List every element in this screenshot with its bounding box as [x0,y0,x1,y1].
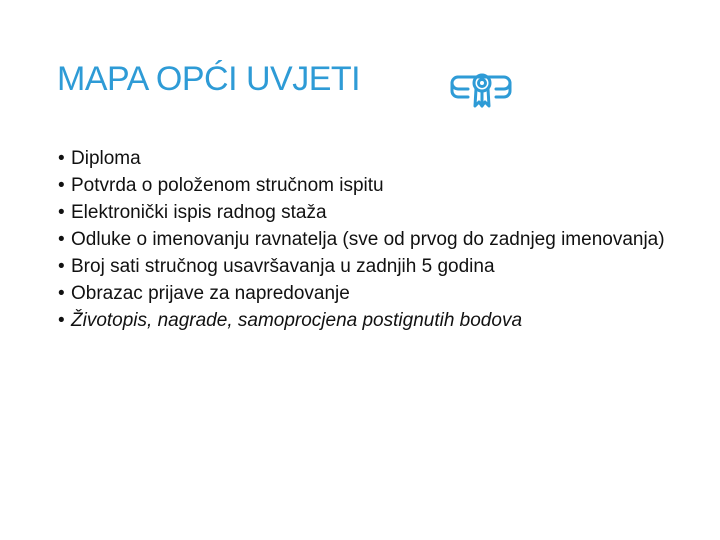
bullet-marker: • [58,310,65,331]
bullet-text: Potvrda o položenom stručnom ispitu [71,175,384,196]
list-item [58,308,678,334]
bullet-text: Elektronički ispis radnog staža [71,202,327,223]
list-item [58,254,678,280]
bullet-text: Obrazac prijave za napredovanje [71,283,350,304]
list-item [58,173,678,199]
list-item [58,146,678,172]
bullet-marker: • [58,229,65,250]
bullet-marker: • [58,202,65,223]
slide-title: MAPA OPĆI UVJETI [57,60,361,98]
bullet-marker: • [58,175,65,196]
bullet-marker: • [58,256,65,277]
diploma-icon [448,68,514,110]
bullet-text: Broj sati stručnog usavršavanja u zadnjih 5 godina [71,256,495,277]
bullet-text: Diploma [71,148,141,169]
list-item [58,227,678,253]
bullet-marker: • [58,148,65,169]
list-item [58,200,678,226]
bullet-text: Odluke o imenovanju ravnatelja (sve od prvog do zadnjeg imenovanja) [71,229,665,250]
bullet-text: Životopis, nagrade, samoprocjena postignutih bodova [71,310,523,331]
list-item [58,281,678,307]
bullet-marker: • [58,283,65,304]
bullet-list [58,146,678,335]
